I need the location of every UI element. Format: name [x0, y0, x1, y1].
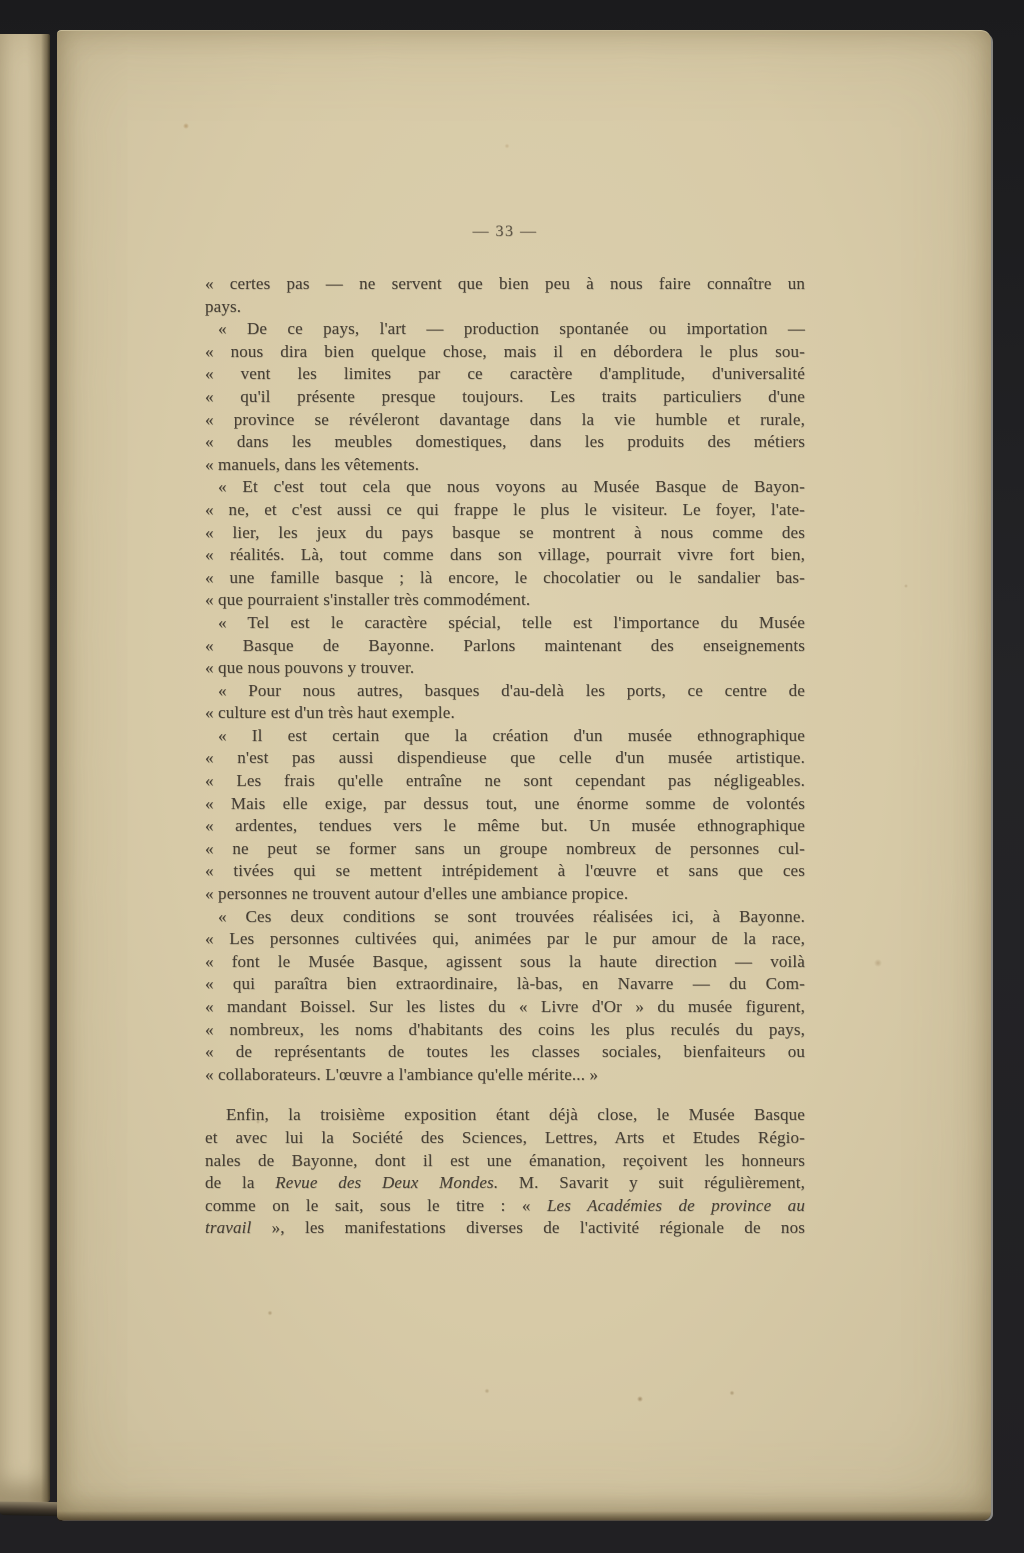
text-line: [205, 499, 805, 522]
text-line: [205, 680, 805, 703]
text-line: [205, 838, 805, 861]
text-line: [205, 1195, 805, 1218]
text-line: [205, 1127, 805, 1150]
text-segment: nales de Bayonne, dont il est une émanation, reçoivent les honneurs: [205, 1150, 805, 1170]
text-line: [205, 1064, 805, 1087]
text-line: [205, 635, 805, 658]
text-line: [205, 1041, 805, 1064]
text-line: [205, 409, 805, 432]
text-line: [205, 544, 805, 567]
text-line: [205, 522, 805, 545]
text-segment: « mandant Boissel. Sur les listes du « Livre d'Or » du musée figurent,: [205, 997, 805, 1016]
text-segment: « n'est pas aussi dispendieuse que celle d'un musée artistique.: [205, 748, 805, 768]
left-page-edge: [0, 34, 50, 1502]
text-segment: « réalités. Là, tout comme dans son village, pourrait vivre fort bien,: [205, 545, 805, 565]
text-segment: M. Savarit y suit régulièrement,: [498, 1173, 805, 1193]
text-segment: et avec lui la Société des Sciences, Lettres, Arts et Etudes Régio-: [205, 1127, 805, 1147]
text-segment: « tivées qui se mettent intrépidement à l'œuvre et sans que ces: [205, 861, 805, 881]
text-line: [205, 747, 805, 770]
text-segment: « province se révéleront davantage dans la vie humble et rurale,: [205, 409, 805, 429]
text-segment: « que pourraient s'installer très commodément.: [205, 590, 531, 610]
text-segment: « De ce pays, l'art — production spontanée ou importation —: [218, 319, 805, 339]
text-segment: « culture est d'un très haut exemple.: [205, 703, 455, 723]
paragraph: [205, 1104, 805, 1240]
text-line: [205, 273, 805, 296]
italic-text-segment: Les Académies de province au: [546, 1195, 805, 1215]
text-segment: « personnes ne trouvent autour d'elles une ambiance propice.: [205, 884, 629, 904]
text-line: [205, 1104, 805, 1127]
paragraph: [205, 906, 805, 1087]
text-segment: « que nous pouvons y trouver.: [205, 658, 415, 678]
text-line: [205, 386, 805, 409]
text-line: [205, 906, 805, 929]
text-line: [205, 1150, 805, 1173]
text-segment: « Les frais qu'elle entraîne ne sont cependant pas négligeables.: [205, 771, 805, 791]
text-segment: « nous dira bien quelque chose, mais il en débordera le plus sou-: [205, 341, 805, 361]
text-line: [205, 702, 805, 725]
text-line: [205, 341, 805, 364]
text-segment: « certes pas — ne servent que bien peu à nous faire connaître un: [205, 274, 805, 293]
text-segment: « Et c'est tout cela que nous voyons au Musée Basque de Bayon-: [218, 477, 805, 497]
text-segment: « Les personnes cultivées qui, animées par le pur amour de la race,: [205, 929, 805, 949]
text-segment: pays.: [205, 296, 242, 316]
text-line: [205, 1217, 805, 1240]
text-segment: de la: [205, 1173, 276, 1193]
text-line: [205, 612, 805, 635]
text-line: [205, 996, 805, 1019]
text-segment: « font le Musée Basque, agissent sous la haute direction — voilà: [205, 951, 805, 971]
text-segment: « Il est certain que la création d'un musée ethnographique: [218, 725, 805, 745]
text-line: [205, 589, 805, 612]
page-number: — 33 —: [472, 223, 538, 240]
text-segment: « ne, et c'est aussi ce qui frappe le plus le visiteur. Le foyer, l'ate-: [205, 499, 805, 519]
paragraph: [205, 273, 805, 318]
text-line: [205, 860, 805, 883]
text-line: [205, 296, 805, 319]
text-segment: », les manifestations diverses de l'activité régionale de nos: [251, 1218, 805, 1238]
text-segment: « manuels, dans les vêtements.: [205, 454, 420, 474]
text-segment: « de représentants de toutes les classes sociales, bienfaiteurs ou: [205, 1042, 805, 1062]
paragraph: [205, 318, 805, 476]
text-segment: « Mais elle exige, par dessus tout, une énorme somme de volontés: [205, 793, 805, 813]
text-line: [205, 1019, 805, 1042]
text-segment: « ardentes, tendues vers le même but. Un musée ethnographique: [205, 816, 805, 836]
text-line: [205, 431, 805, 454]
paragraph: [205, 680, 805, 725]
text-segment: « vent les limites par ce caractère d'amplitude, d'universalité: [205, 364, 805, 384]
text-line: [205, 476, 805, 499]
paragraph: [205, 725, 805, 906]
text-segment: « dans les meubles domestiques, dans les produits des métiers: [205, 432, 805, 452]
text-segment: « collaborateurs. L'œuvre a l'ambiance qu'elle mérite... »: [205, 1064, 599, 1084]
text-segment: « Basque de Bayonne. Parlons maintenant des enseignements: [205, 635, 805, 655]
text-block: [205, 273, 805, 1240]
text-segment: « qu'il présente presque toujours. Les traits particuliers d'une: [205, 386, 805, 406]
text-segment: « ne peut se former sans un groupe nombreux de personnes cul-: [205, 838, 805, 858]
paragraph: [205, 476, 805, 612]
italic-text-segment: travail: [205, 1218, 252, 1238]
text-segment: « Pour nous autres, basques d'au-delà les ports, ce centre de: [218, 680, 805, 700]
text-segment: Enfin, la troisième exposition étant déjà close, le Musée Basque: [226, 1105, 805, 1125]
text-segment: « Ces deux conditions se sont trouvées réalisées ici, à Bayonne.: [218, 906, 805, 926]
text-line: [205, 454, 805, 477]
text-line: [205, 928, 805, 951]
text-line: [205, 770, 805, 793]
book-page: [57, 30, 991, 1520]
text-line: [205, 793, 805, 816]
text-line: [205, 815, 805, 838]
text-line: [205, 363, 805, 386]
text-line: [205, 1172, 805, 1195]
text-segment: « lier, les jeux du pays basque se montrent à nous comme des: [205, 522, 805, 542]
text-line: [205, 883, 805, 906]
text-segment: « nombreux, les noms d'habitants des coins les plus reculés du pays,: [205, 1019, 805, 1039]
italic-text-segment: Revue des Deux Mondes.: [275, 1173, 499, 1193]
text-segment: « Tel est le caractère spécial, telle est l'importance du Musée: [218, 612, 805, 632]
text-segment: comme on le sait, sous le titre : «: [205, 1195, 547, 1215]
paragraph: [205, 612, 805, 680]
text-segment: « une famille basque ; là encore, le chocolatier ou le sandalier bas-: [205, 567, 805, 587]
text-line: [205, 567, 805, 590]
text-segment: « qui paraîtra bien extraordinaire, là-bas, en Navarre — du Com-: [205, 974, 805, 994]
text-line: [205, 725, 805, 748]
text-line: [205, 657, 805, 680]
text-line: [205, 318, 805, 341]
text-line: [205, 973, 805, 996]
text-line: [205, 951, 805, 974]
